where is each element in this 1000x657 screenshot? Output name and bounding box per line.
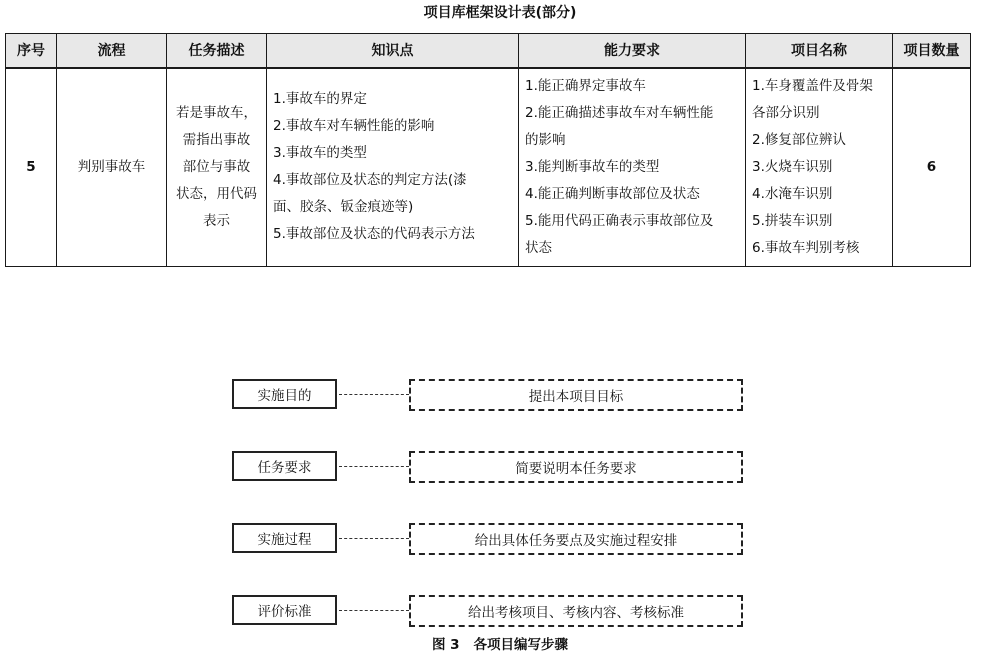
step-description-box: 提出本项目目标 [409, 379, 743, 411]
header-ability-requirements: 能力要求 [519, 34, 746, 68]
step-row [0, 379, 1000, 413]
dashed-connector [339, 610, 409, 611]
figure-number: 图 3 [431, 637, 460, 653]
ability-requirement: 2.能正确描述事故车对车辆性能 [525, 104, 714, 121]
knowledge-point: 2.事故车对车辆性能的影响 [273, 118, 435, 135]
figure-caption [0, 636, 1000, 654]
task-description-line: 需指出事故 [182, 131, 251, 148]
step-description-box: 给出具体任务要点及实施过程安排 [409, 523, 743, 555]
step-description-box: 给出考核项目、考核内容、考核标准 [409, 595, 743, 627]
knowledge-point: 3.事故车的类型 [273, 145, 367, 162]
cell-project-names [746, 68, 893, 267]
table-header-row [6, 34, 971, 68]
knowledge-point: 面、胶条、钣金痕迹等) [273, 199, 414, 216]
header-task-description: 任务描述 [167, 34, 267, 68]
knowledge-point: 4.事故部位及状态的判定方法(漆 [273, 172, 467, 189]
cell-task-description [167, 68, 267, 267]
step-label-box: 实施目的 [232, 379, 337, 409]
project-name: 1.车身覆盖件及骨架 [752, 77, 873, 94]
ability-requirement: 5.能用代码正确表示事故部位及 [525, 212, 714, 229]
task-description-line: 状态，用代码 [176, 185, 257, 202]
step-label-box: 实施过程 [232, 523, 337, 553]
cell-ability-requirements [519, 68, 746, 267]
table-title: 项目库框架设计表(部分) [423, 5, 577, 21]
project-name: 各部分识别 [752, 104, 820, 121]
dashed-connector [339, 394, 409, 395]
project-name: 4.水淹车识别 [752, 185, 833, 202]
task-description-line: 表示 [203, 212, 230, 229]
header-project-count: 项目数量 [893, 34, 971, 68]
figure-title: 各项目编写步骤 [473, 637, 569, 653]
cell-process: 判别事故车 [57, 68, 167, 267]
step-row [0, 523, 1000, 557]
cell-knowledge-points [267, 68, 519, 267]
header-knowledge-points: 知识点 [267, 34, 519, 68]
step-label-box: 评价标准 [232, 595, 337, 625]
knowledge-point: 5.事故部位及状态的代码表示方法 [273, 226, 475, 243]
step-row [0, 595, 1000, 629]
ability-requirement: 状态 [525, 239, 552, 256]
step-description-box: 简要说明本任务要求 [409, 451, 743, 483]
ability-requirement: 1.能正确界定事故车 [525, 77, 646, 94]
ability-requirement: 的影响 [525, 131, 566, 148]
project-name: 2.修复部位辨认 [752, 131, 846, 148]
header-index: 序号 [6, 34, 57, 68]
cell-project-count: 6 [893, 68, 971, 267]
project-name: 6.事故车判别考核 [752, 239, 860, 256]
task-description-line: 若是事故车， [176, 104, 257, 121]
ability-requirement: 4.能正确判断事故部位及状态 [525, 185, 700, 202]
project-name: 5.拼装车识别 [752, 212, 833, 229]
project-framework-table [5, 33, 971, 267]
dashed-connector [339, 538, 409, 539]
step-label-box: 任务要求 [232, 451, 337, 481]
ability-requirement: 3.能判断事故车的类型 [525, 158, 660, 175]
task-description-line: 部位与事故 [182, 158, 251, 175]
dashed-connector [339, 466, 409, 467]
project-name: 3.火烧车识别 [752, 158, 833, 175]
table-row [6, 68, 971, 267]
header-project-names: 项目名称 [746, 34, 893, 68]
header-process: 流程 [57, 34, 167, 68]
cell-index: 5 [6, 68, 57, 267]
step-row [0, 451, 1000, 485]
knowledge-point: 1.事故车的界定 [273, 91, 367, 108]
